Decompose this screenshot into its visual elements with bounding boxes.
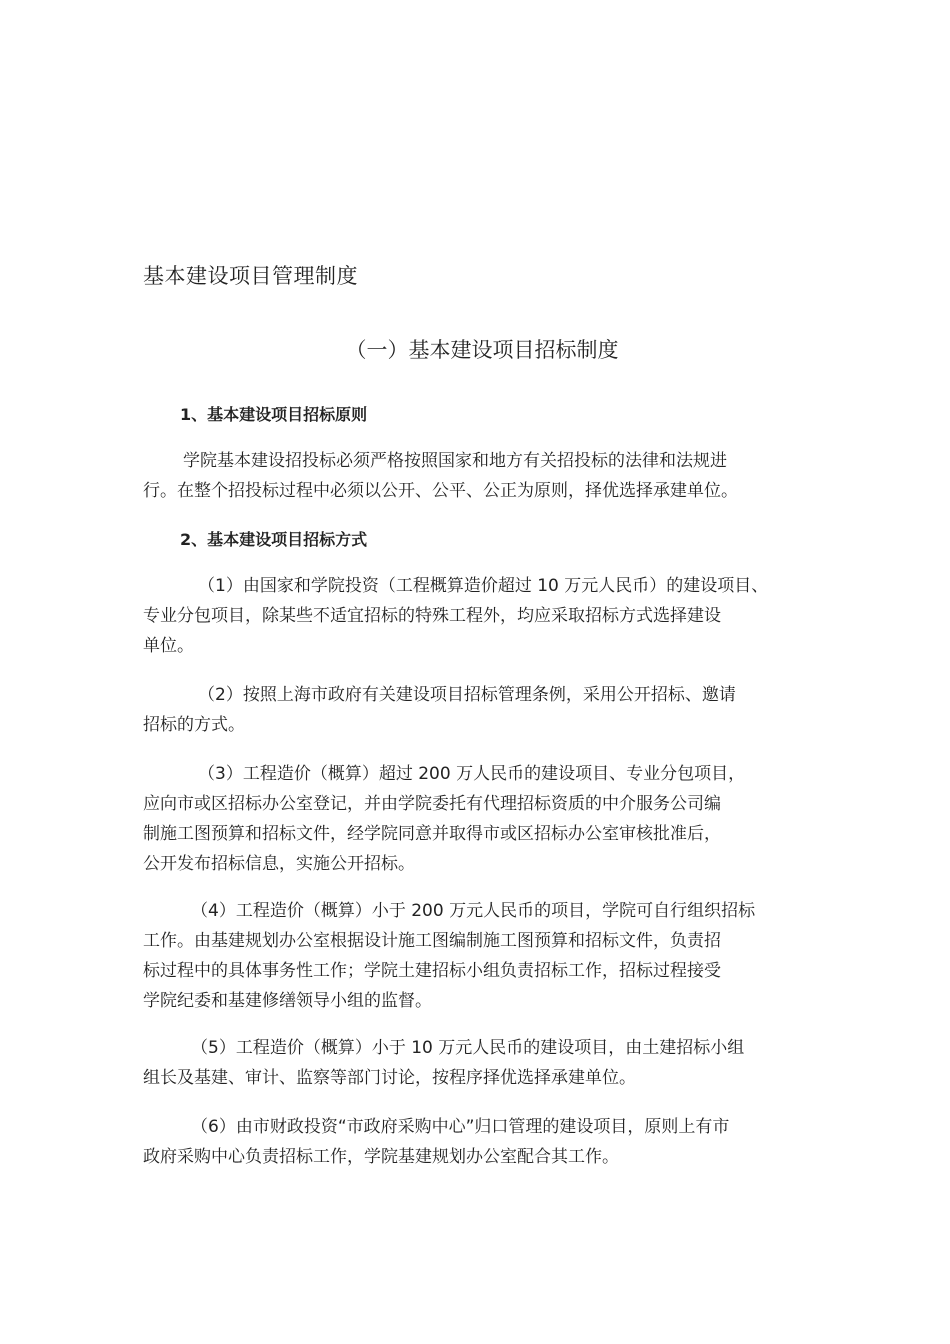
section-heading: （一）基本建设项目招标制度	[345, 338, 619, 362]
text-line: （5）工程造价（概算）小于 10 万元人民币的建设项目，由土建招标小组	[191, 1038, 745, 1058]
text-line: 招标的方式。	[143, 715, 245, 735]
list-item-4	[143, 896, 823, 1016]
list-item-3	[143, 759, 823, 879]
text-line: （3）工程造价（概算）超过 200 万人民币的建设项目、专业分包项目，	[198, 764, 746, 784]
text-line: 学院纪委和基建修缮领导小组的监督。	[143, 991, 432, 1011]
paragraph-principle	[143, 446, 823, 506]
list-item-5	[143, 1033, 823, 1093]
list-item-6	[143, 1112, 823, 1172]
text-line: （6）由市财政投资“市政府采购中心”归口管理的建设项目，原则上有市	[191, 1117, 730, 1137]
text-line: 应向市或区招标办公室登记，并由学院委托有代理招标资质的中介服务公司编	[143, 794, 721, 814]
text-line: 单位。	[143, 636, 194, 656]
text-line: 组长及基建、审计、监察等部门讨论，按程序择优选择承建单位。	[143, 1068, 636, 1088]
text-line: 制施工图预算和招标文件，经学院同意并取得市或区招标办公室审核批准后，	[143, 824, 721, 844]
subheading-method: 2、基本建设项目招标方式	[180, 530, 368, 549]
text-line: 公开发布招标信息，实施公开招标。	[143, 854, 415, 874]
text-line: 学院基本建设招投标必须严格按照国家和地方有关招投标的法律和法规进	[183, 451, 727, 471]
text-line: 行。在整个招投标过程中必须以公开、公平、公正为原则，择优选择承建单位。	[143, 481, 738, 501]
subheading-principle: 1、基本建设项目招标原则	[180, 405, 368, 424]
list-item-2	[143, 680, 823, 740]
text-line: 专业分包项目，除某些不适宜招标的特殊工程外，均应采取招标方式选择建设	[143, 606, 721, 626]
text-line: （4）工程造价（概算）小于 200 万元人民币的项目，学院可自行组织招标	[191, 901, 756, 921]
text-line: （1）由国家和学院投资（工程概算造价超过 10 万元人民币）的建设项目、	[198, 576, 769, 596]
text-line: （2）按照上海市政府有关建设项目招标管理条例，采用公开招标、邀请	[198, 685, 736, 705]
text-line: 政府采购中心负责招标工作，学院基建规划办公室配合其工作。	[143, 1147, 619, 1167]
text-line: 标过程中的具体事务性工作；学院土建招标小组负责招标工作，招标过程接受	[143, 961, 721, 981]
list-item-1	[143, 571, 823, 661]
text-line: 工作。由基建规划办公室根据设计施工图编制施工图预算和招标文件，负责招	[143, 931, 721, 951]
document-title: 基本建设项目管理制度	[143, 264, 358, 288]
